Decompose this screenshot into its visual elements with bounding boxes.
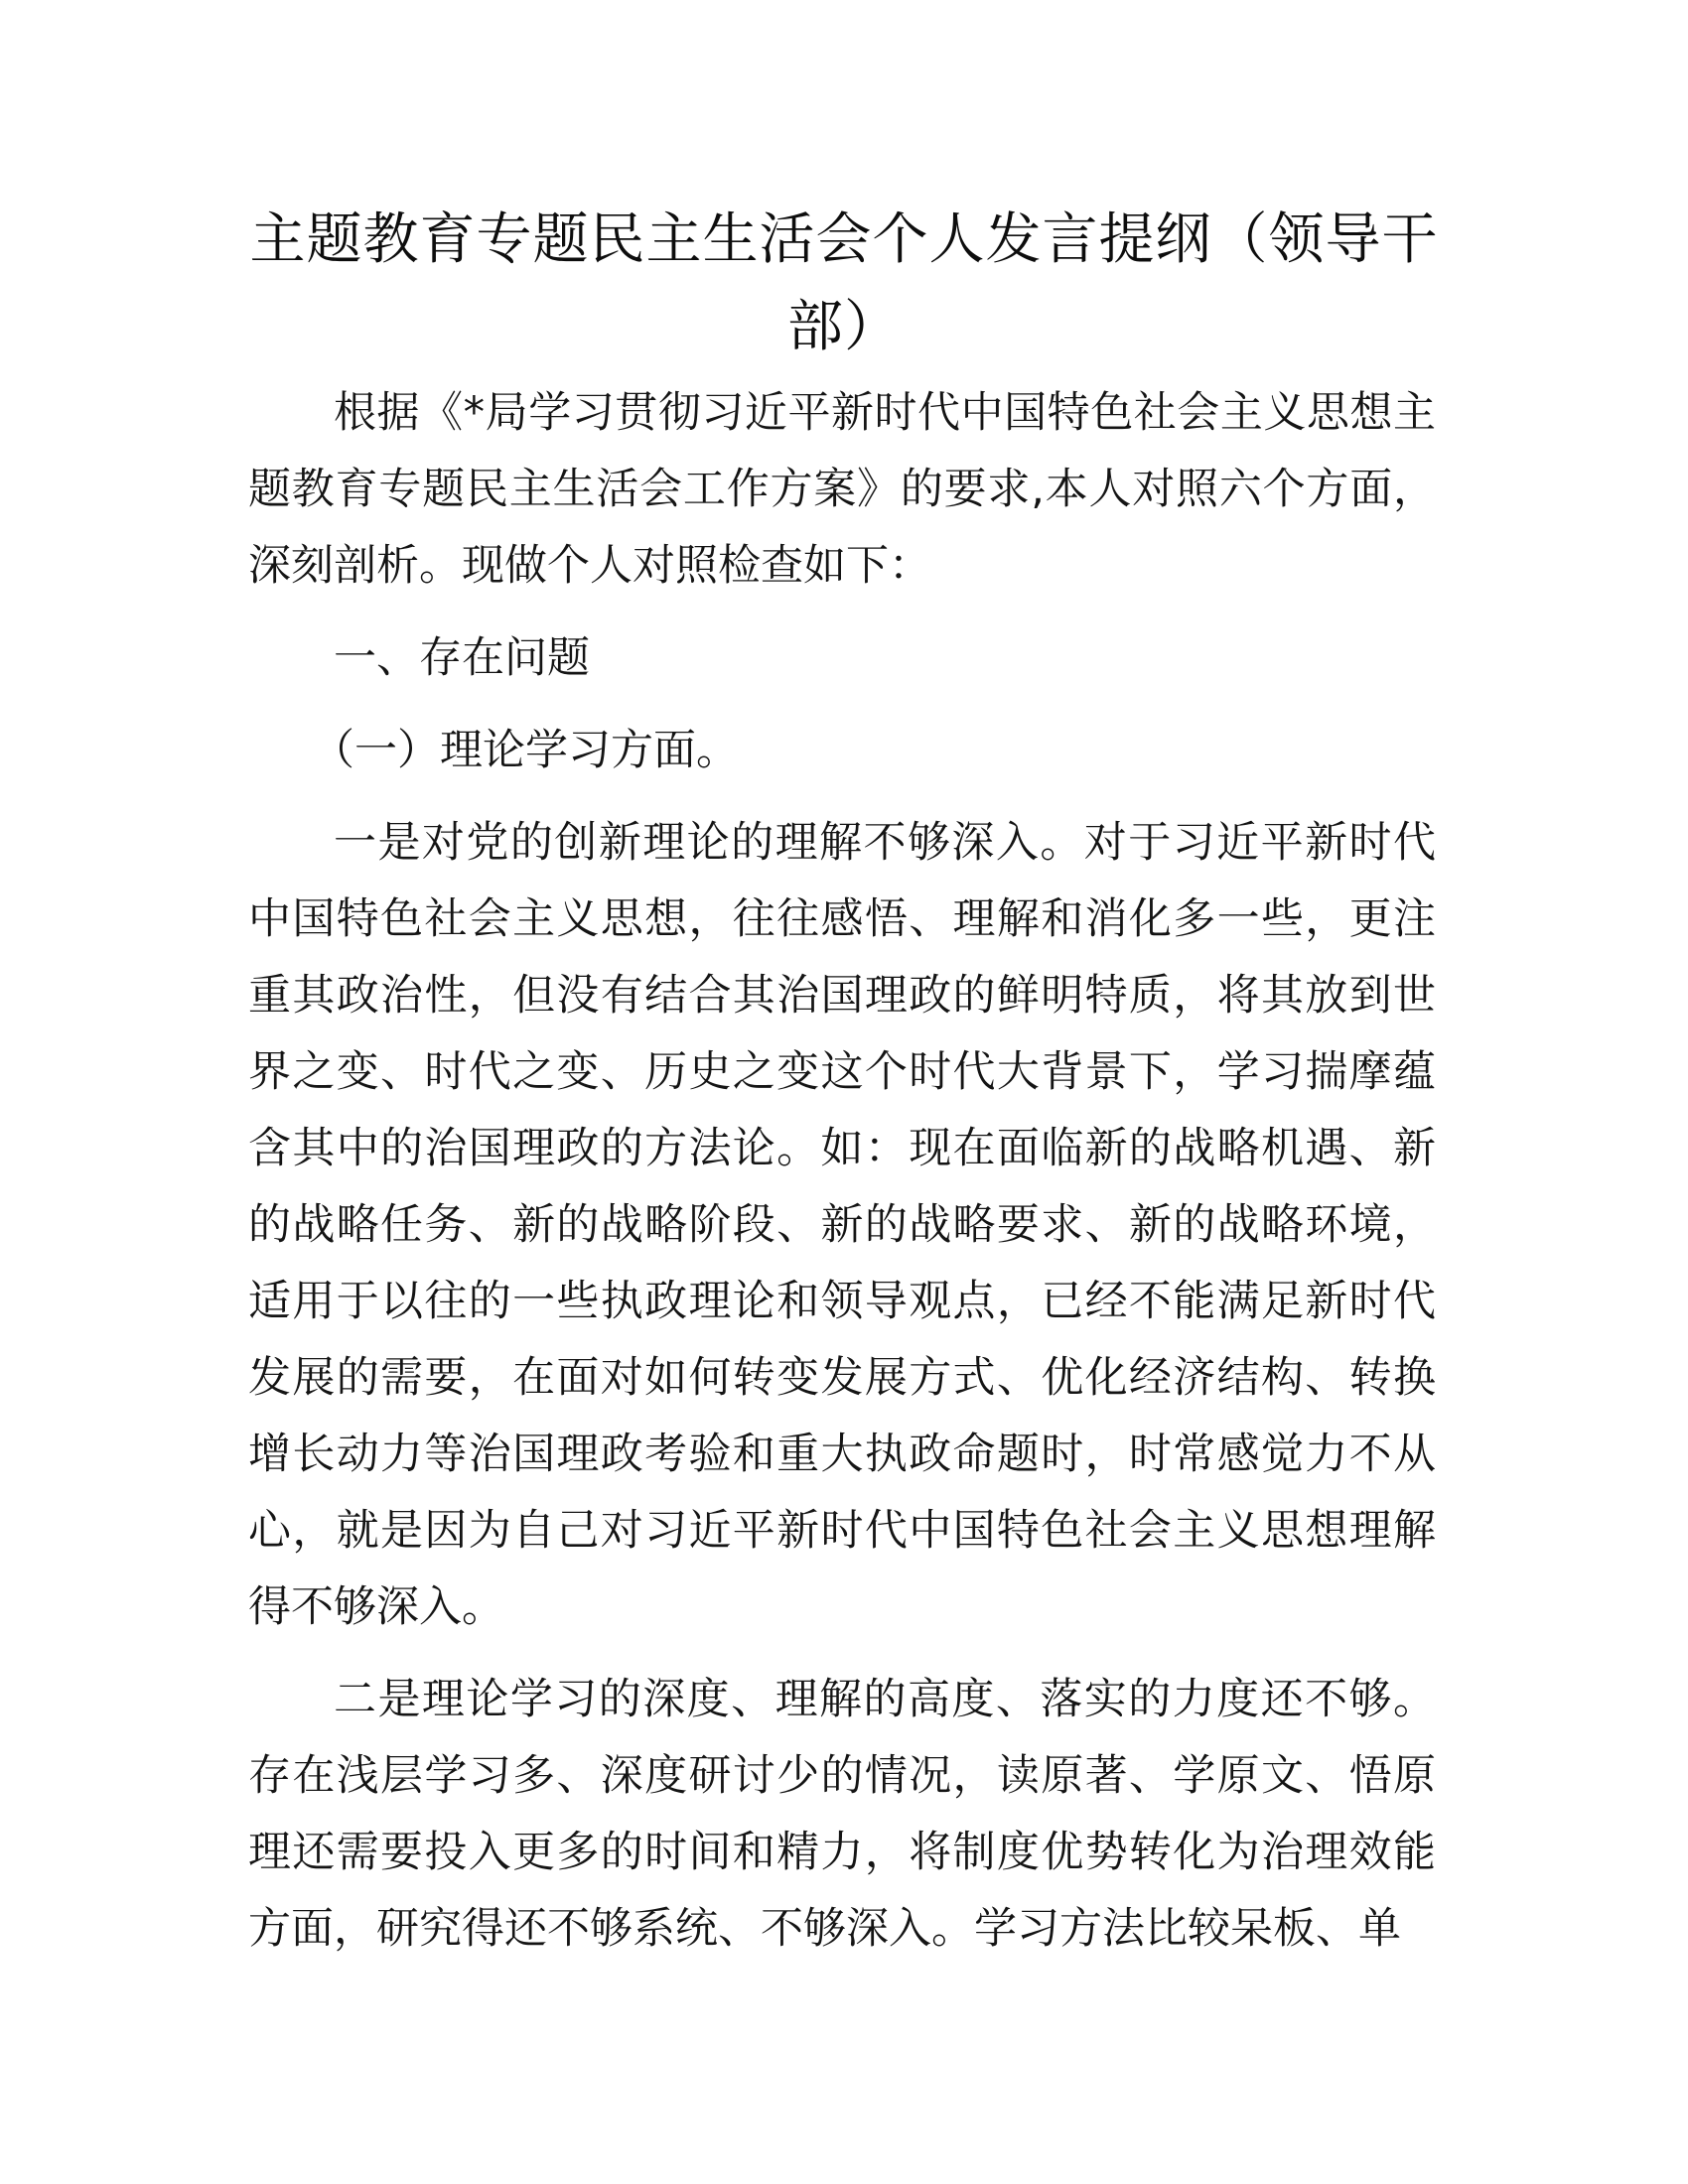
body-paragraph: 一是对党的创新理论的理解不够深入。对于习近平新时代中国特色社会主义思想，往往感悟、理解和消化多一些，更注重其政治性，但没有结合其治国理政的鲜明特质，将其放到世界之变、时代之变、历史之变这个时代大背景下，学习揣摩蕴含其中的治国理政的方法论。如：现在面临新的战略机遇、新的战略任务、新的战略阶段、新的战略要求、新的战略环境，适用于以往的一些执政理论和领导观点，已经不能满足新时代发展的需要，在面对如何转变发展方式、优化经济结构、转换增长动力等治国理政考验和重大执政命题时，时常感觉力不从心，就是因为自己对习近平新时代中国特色社会主义思想理解得不够深入。 xyxy=(248,818,1436,1632)
document-title: 主题教育专题民主生活会个人发言提纲（领导干部） xyxy=(249,207,1439,359)
subsection-heading: （一）理论学习方面。 xyxy=(312,726,739,775)
document-body xyxy=(248,375,1436,1983)
intro-paragraph: 根据《*局学习贯彻习近平新时代中国特色社会主义思想主题教育专题民主生活会工作方案》的要求,本人对照六个方面，深刻剖析。现做个人对照检查如下： xyxy=(248,388,1436,591)
body-paragraph: 二是理论学习的深度、理解的高度、落实的力度还不够。存在浅层学习多、深度研讨少的情况，读原著、学原文、悟原理还需要投入更多的时间和精力，将制度优势转化为治理效能方面，研究得还不够系统、不够深入。学习方法比较呆板、单 xyxy=(248,1675,1436,1954)
section-heading: 一、存在问题 xyxy=(334,633,590,683)
